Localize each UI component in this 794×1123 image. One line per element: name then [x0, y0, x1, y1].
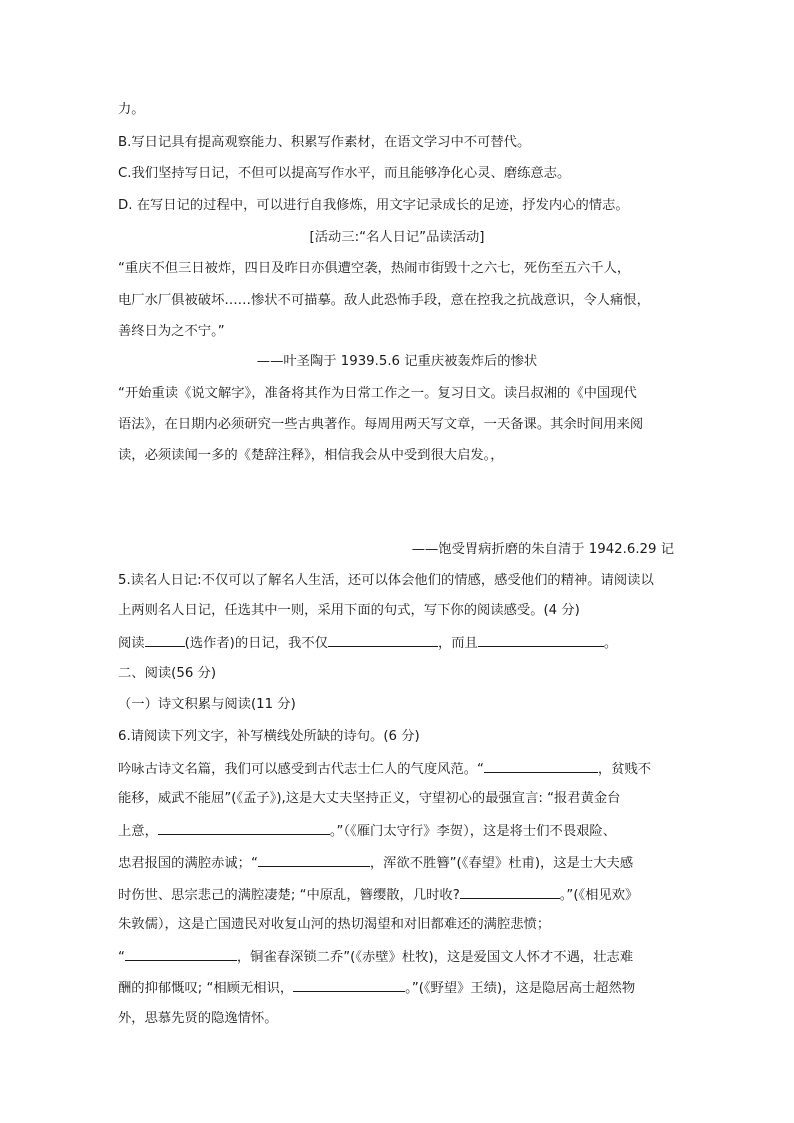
poem-blank[interactable] [125, 946, 237, 961]
poem-paragraph-line: 时伤世、思宗悲己的满腔凄楚; “中原乱，簪缨散，几时收? 。”(《相见欢》 [118, 884, 638, 906]
diary-attribution: ——叶圣陶于 1939.5.6 记重庆被轰炸后的惨状 [256, 354, 538, 369]
poem-blank[interactable] [460, 884, 560, 899]
poem-paragraph-line: 外，思慕先贤的隐逸情怀。 [118, 1011, 278, 1026]
poem-paragraph-line: 朱敦儒），这是亡国遗民对收复山河的热切渴望和对旧都难还的满腔悲愤； [118, 917, 551, 932]
subsection-heading: （一）诗文积累与阅读(11 分) [118, 697, 296, 712]
question-6: 6.请阅读下列文字，补写横线处所缺的诗句。(6 分) [118, 729, 420, 744]
answer-sentence: 阅读 (选作者)的日记，我不仅 ，而且 。 [118, 632, 617, 654]
diary-attribution: ——饱受胃病折磨的朱自清于 1942.6.29 记 [411, 542, 674, 557]
diary-quote-line: 善终日为之不宁。” [118, 324, 225, 339]
poem-paragraph-line: 忠君报国的满腔赤诚；“ ，浑欲不胜簪”(《春望》杜甫)，这是士大夫感 [118, 852, 633, 874]
poem-paragraph-line: 上意， 。”（《雁门太守行》李贺），这是将士们不畏艰险、 [118, 820, 616, 842]
diary-quote-line: 电厂水厂俱被破坏……惨状不可描摹。敌人此恐怖手段，意在控我之抗战意识，令人痛恨， [118, 293, 650, 308]
option-c: C.我们坚持写日记，不但可以提高写作水平，而且能够净化心灵、磨练意志。 [118, 166, 571, 181]
diary-quote-line: “开始重读《说文解字》，准备将其作为日常工作之一。复习日文。读吕叔湘的《中国现代 [118, 386, 637, 401]
option-b: B.写日记具有提高观察能力、积累写作素材，在语文学习中不可替代。 [118, 135, 531, 150]
question-5: 5.读名人日记:不仅可以了解名人生活，还可以体会他们的情感，感受他们的精神。请阅读以 [118, 573, 654, 588]
option-d: D. 在写日记的过程中，可以进行自我修炼，用文字记录成长的足迹，抒发内心的情志。 [118, 198, 629, 213]
answer-blank[interactable] [328, 632, 438, 647]
question-5: 上两则名人日记，任选其中一则，采用下面的句式，写下你的阅读感受。(4 分) [118, 603, 580, 618]
activity-heading: [活动三:“名人日记”品读活动] [309, 230, 485, 245]
poem-blank[interactable] [484, 758, 598, 773]
poem-blank[interactable] [258, 852, 370, 867]
answer-blank[interactable] [478, 632, 604, 647]
section-heading: 二、阅读(56 分) [118, 666, 217, 681]
diary-quote-line: 读，必须读闻一多的《楚辞注释》，相信我会从中受到很大启发。， [118, 448, 504, 463]
poem-paragraph-line: “ ，铜雀春深锁二乔”(《赤壁》杜牧)，这是爱国文人怀才不遇，壮志难 [118, 946, 633, 968]
poem-blank[interactable] [293, 977, 405, 992]
diary-quote-line: “重庆不但三日被炸，四日及昨日亦俱遭空袭，热闹市街毁十之六七，死伤至五六千人， [118, 261, 631, 276]
poem-blank[interactable] [158, 820, 330, 835]
poem-paragraph-line: 能移，威武不能屈”(《孟子》),这是大丈夫坚持正义，守望初心的最强宣言: “报君黄金台 [118, 791, 621, 806]
poem-paragraph-line: 吟咏古诗文名篇，我们可以感受到古代志士仁人的气度风范。“ ，贫贱不 [118, 758, 651, 780]
answer-blank[interactable] [145, 632, 185, 647]
diary-quote-line: 语法》，在日期内必须研究一些古典著作。每周用两天写文章，一天备课。其余时间用来阅 [118, 417, 644, 432]
poem-paragraph-line: 酬的抑郁慨叹; “相顾无相识， 。”(《野望》王绩)，这是隐居高士超然物 [118, 977, 635, 999]
text-line: 力。 [118, 102, 145, 117]
